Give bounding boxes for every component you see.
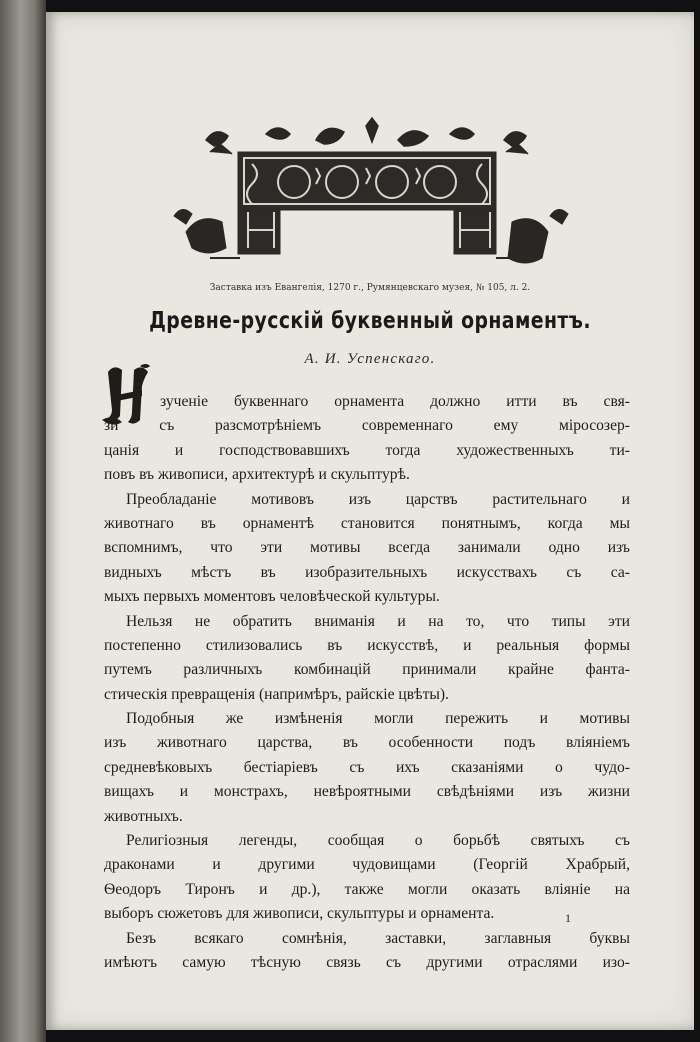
body-line: цанія и господствовавшихъ тогда художественныхъ ти- <box>104 441 630 459</box>
headpiece-caption: Заставка изъ Евангелія, 1270 г., Румянцевскаго музея, № 105, л. 2. <box>209 283 531 293</box>
interlace-headpiece-icon <box>166 112 576 282</box>
body-line: путемъ различныхъ комбинацій принимали крайне фанта- <box>104 661 630 679</box>
page-number: 1 <box>565 911 571 925</box>
bird-figures <box>206 118 528 154</box>
body-line: изъ животнаго царства, въ особенности подъ вліяніемъ <box>104 734 630 752</box>
body-line: повъ въ живописи, архитектурѣ и скульптурѣ. <box>104 466 410 484</box>
body-line: выборъ сюжетовъ для живописи, скульптуры и орнамента. <box>104 905 495 923</box>
body-line: постепенно стилизовались въ искусствѣ, и реальныя формы <box>104 636 630 654</box>
article-body <box>104 390 630 975</box>
body-line: имѣютъ самую тѣсную связь съ другими отраслями изо- <box>104 953 630 971</box>
body-line: вспомнимъ, что эти мотивы всегда занимали одно изъ <box>104 539 630 557</box>
body-line: видныхъ мѣстъ въ изобразительныхъ искусствахъ съ са- <box>104 563 630 581</box>
body-line: Безъ всякаго сомнѣнія, заставки, заглавныя буквы <box>126 929 630 947</box>
body-line: мыхъ первыхъ моментовъ человѣческой культуры. <box>104 588 440 606</box>
body-line: зученіе буквеннаго орнамента должно итти въ свя- <box>160 393 630 410</box>
body-line: драконами и другими чудовищами (Георгій Храбрый, <box>104 856 630 874</box>
book-page <box>46 12 694 1030</box>
body-line: зи съ разсмотрѣніемъ современнаго ему міросозер- <box>104 417 630 435</box>
body-line: Преобладаніе мотивовъ изъ царствъ растительнаго и <box>126 490 630 508</box>
body-line: вищахъ и монстрахъ, невѣроятными свѣдѣніями изъ жизни <box>104 783 630 801</box>
body-line: Ѳеодоръ Тиронъ и др.), также могли оказать вліяніе на <box>104 880 630 898</box>
book-spine <box>0 0 46 1042</box>
body-line: Подобныя же измѣненія могли пережить и мотивы <box>126 710 630 728</box>
body-line: животныхъ. <box>104 807 183 825</box>
beast-figures <box>174 209 568 263</box>
body-line: стическія превращенія (напримѣръ, райскіе цвѣты). <box>104 685 449 703</box>
article-author: А. И. Успенскаго. <box>304 351 436 367</box>
body-line: Религіозныя легенды, сообщая о борьбѣ святыхъ съ <box>126 832 630 850</box>
body-line: средневѣковыхъ бестіаріевъ съ ихъ сказаніями о чудо- <box>104 758 630 776</box>
article-title: Древне-русскій буквенный орнаментъ. <box>149 308 591 334</box>
body-line: животнаго въ орнаментѣ становится понятнымъ, когда мы <box>104 514 630 532</box>
body-line: Нельзя не обратить вниманія и на то, что типы эти <box>126 612 630 630</box>
